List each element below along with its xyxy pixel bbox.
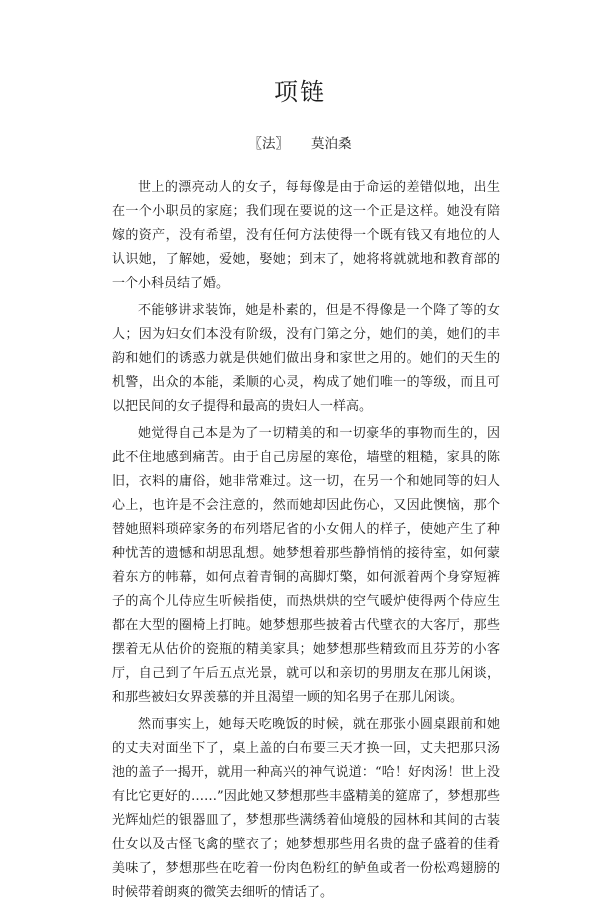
byline xyxy=(0,132,600,152)
article-title: 项链 xyxy=(274,78,326,106)
paragraph: 世上的漂亮动人的女子，每每像是由于命运的差错似地，出生在一个小职员的家庭；我们现在要说的这一个正是这样。她没有陪嫁的资产，没有希望，没有任何方法使得一个既有钱又有地位的人认识她，了解她，爱她，娶她；到末了，她将将就就地和教育部的一个小科员结了婚。 xyxy=(112,180,500,291)
author-name: 莫泊桑 xyxy=(311,136,352,152)
paragraph: 不能够讲求装饰，她是朴素的，但是不得像是一个降了等的女人；因为妇女们本没有阶级，没有门第之分，她们的美，她们的丰韵和她们的诱惑力就是供她们做出身和家世之用的。她们的天生的机警，出众的本能，柔顺的心灵，构成了她们唯一的等级，而且可以把民间的女子提得和最高的贵妇人一样高。 xyxy=(112,303,500,414)
paragraph: 她觉得自己本是为了一切精美的和一切豪华的事物而生的，因此不住地感到痛苦。由于自己房屋的寒伧，墙壁的粗糙，家具的陈旧，衣料的庸俗，她非常难过。这一切，在另一个和她同等的妇人心上，也许是不会注意的，然而她却因此伤心，又因此懊恼，那个替她照料琐碎家务的布列塔尼省的小女佣人的样子，使她产生了种种忧苦的遗憾和胡思乱想。她梦想着那些静悄悄的接待室，如何蒙着东方的帏幕，如何点着青铜的高脚灯檠，如何派着两个身穿短裤子的高个儿侍应生听候指使，而热烘烘的空气暖炉使得两个侍应生都在大型的圈椅上打盹。她梦想那些披着古代壁衣的大客厅，那些摆着无从估价的瓷瓶的精美家具；她梦想那些精致而且芬芳的小客厅，自己到了午后五点光景，就可以和亲切的男朋友在那儿闲谈，和那些被妇女界羡慕的并且渴望一顾的知名男子在那儿闲谈。 xyxy=(112,426,500,705)
article-body xyxy=(112,176,500,908)
author-country: 〖法〗 xyxy=(248,136,289,152)
paragraph: 然而事实上，她每天吃晚饭的时候，就在那张小圆桌跟前和她的丈夫对面坐下了，桌上盖的白布要三天才换一回，丈夫把那只汤池的盖子一揭开，就用一种高兴的神气说道：“哈！好肉汤！世上没有比它更好的……”因此她又梦想那些丰盛精美的筵席了，梦想那些光辉灿烂的银器皿了，梦想那些满绣着仙境般的园林和其间的古装仕女以及古怪飞禽的壁衣了；她梦想那些用名贵的盘子盛着的佳肴美味了，梦想那些在吃着一份肉色粉红的鲈鱼或者一份松鸡翅膀的时候带着朗爽的微笑去细听的情话了。 xyxy=(112,717,500,900)
